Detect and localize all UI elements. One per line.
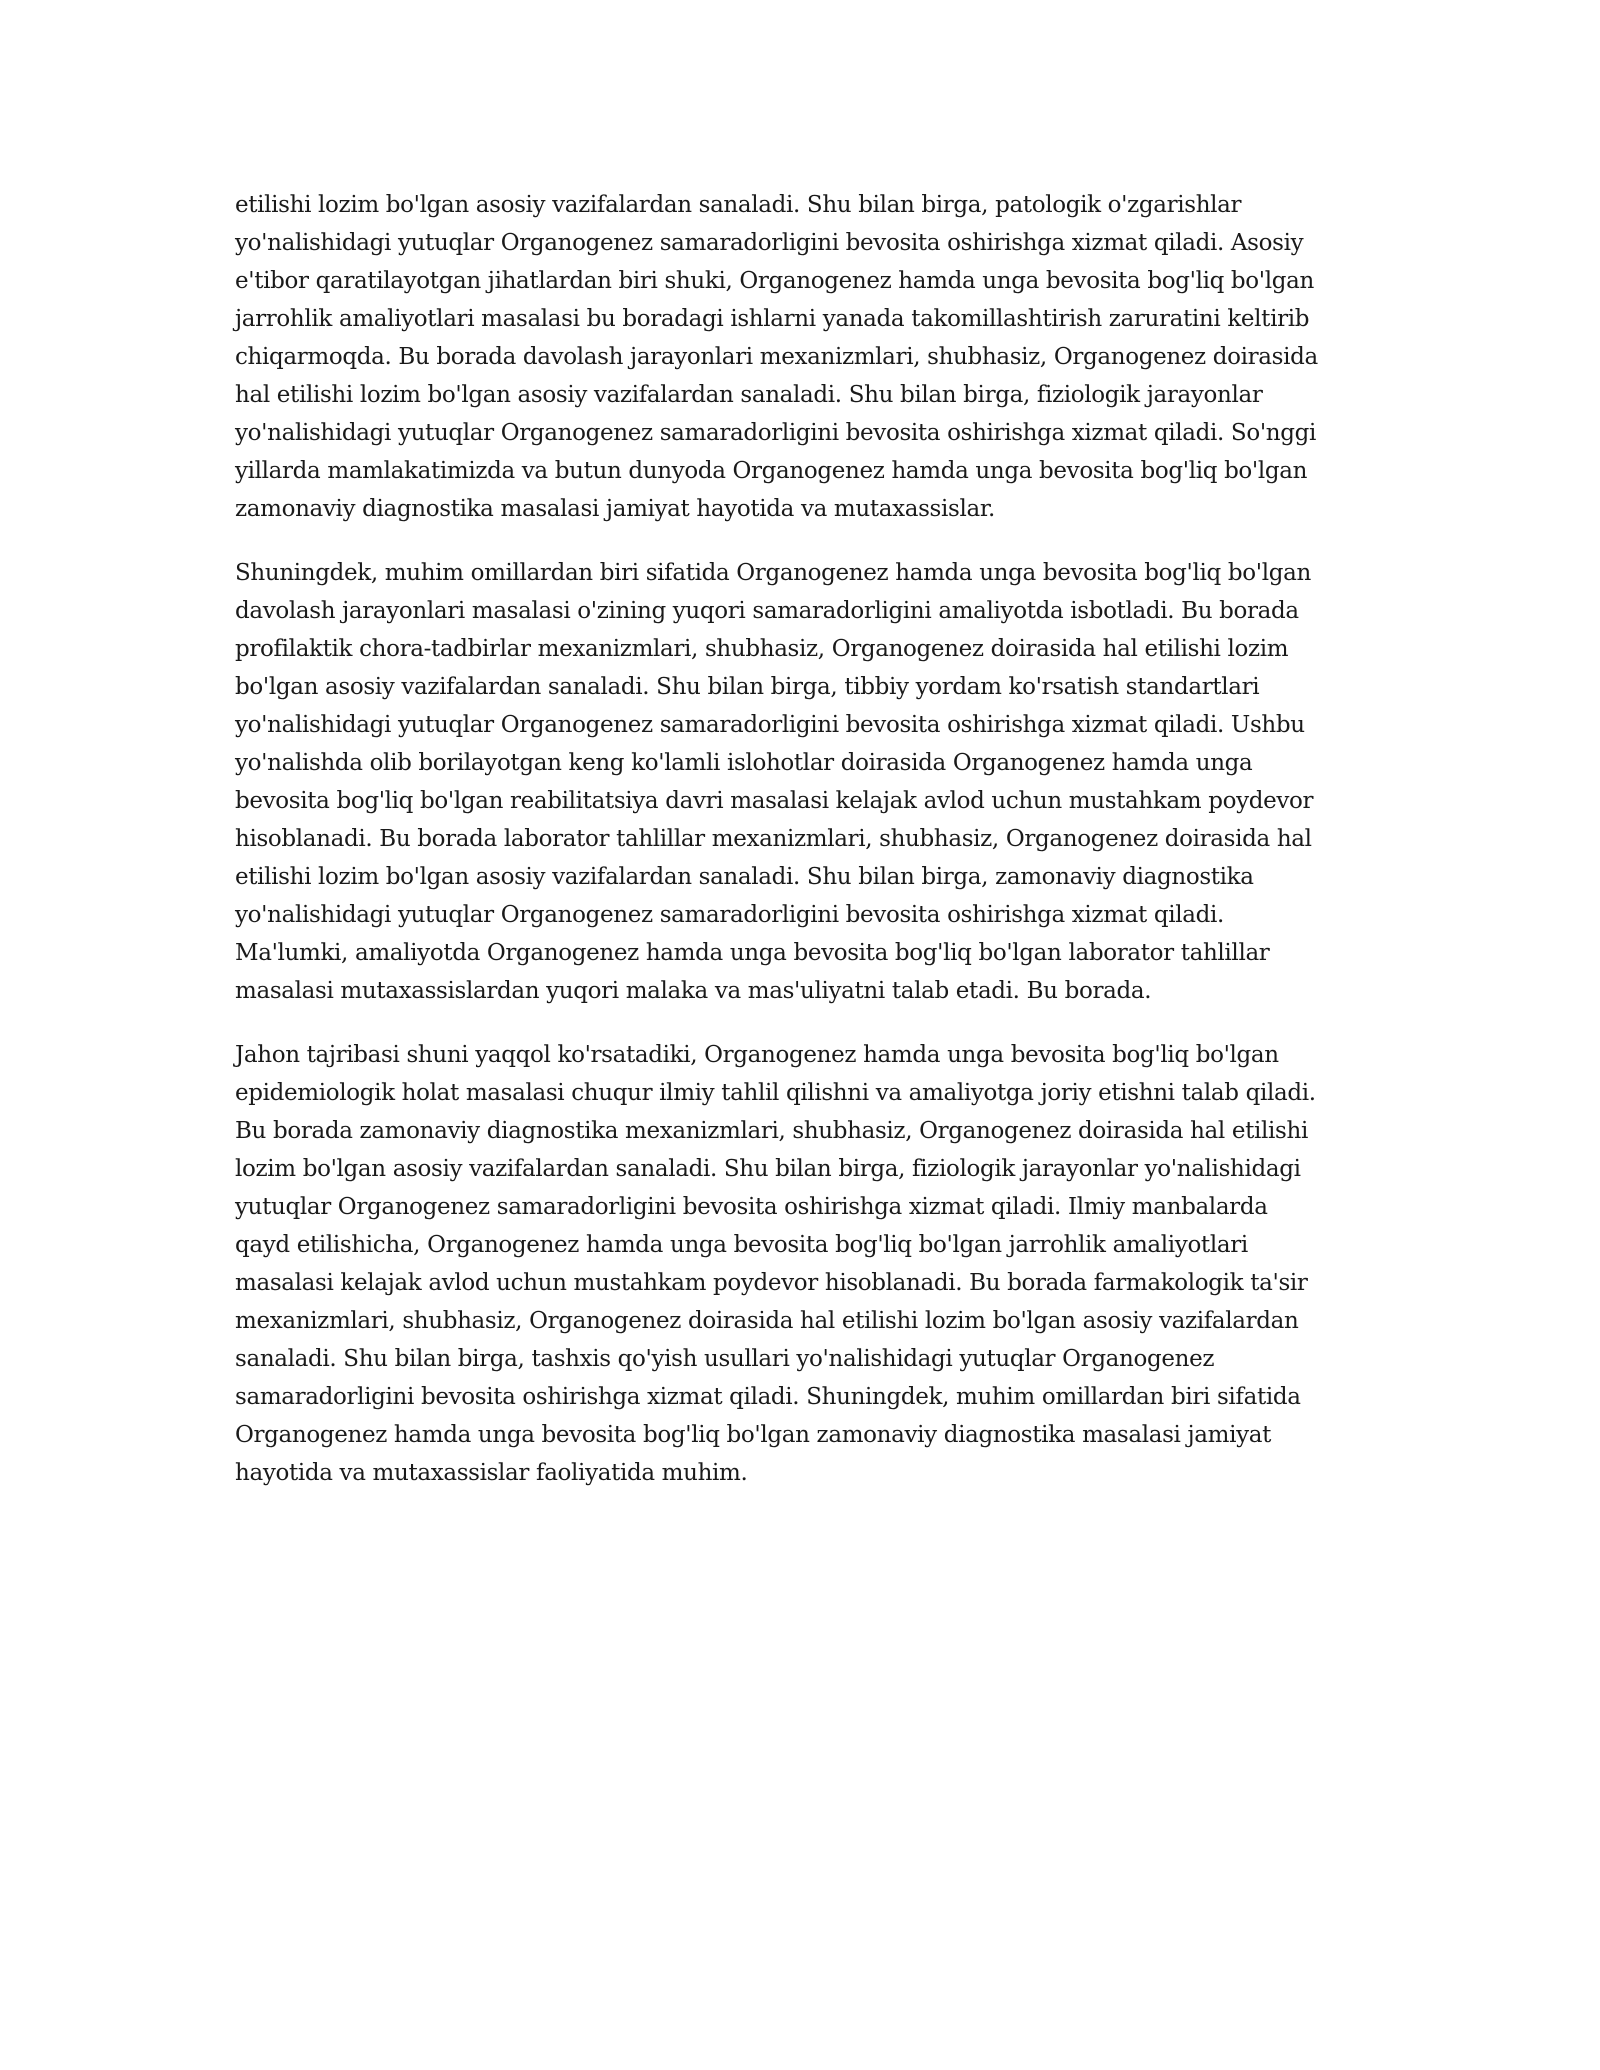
text-line: Shuningdek, muhim omillardan biri sifatida Organogenez hamda unga bevosita bog'liq bo'lgan — [235, 560, 1311, 586]
text-line: masalasi mutaxassislardan yuqori malaka va mas'uliyatni talab etadi. Bu borada. — [235, 978, 1152, 1004]
text-line: Ma'lumki, amaliyotda Organogenez hamda unga bevosita bog'liq bo'lgan laborator tahlillar — [235, 940, 1270, 966]
text-line: sanaladi. Shu bilan birga, tashxis qo'yish usullari yo'nalishidagi yutuqlar Organogenez — [235, 1346, 1215, 1372]
text-line: Organogenez hamda unga bevosita bog'liq bo'lgan zamonaviy diagnostika masalasi jamiyat — [235, 1422, 1271, 1448]
text-line: masalasi kelajak avlod uchun mustahkam poydevor hisoblanadi. Bu borada farmakologik ta'sir — [235, 1270, 1308, 1296]
text-line: chiqarmoqda. Bu borada davolash jarayonlari mexanizmlari, shubhasiz, Organogenez doirasida — [235, 344, 1318, 370]
text-line: yillarda mamlakatimizda va butun dunyoda Organogenez hamda unga bevosita bog'liq bo'lgan — [235, 458, 1308, 484]
text-line: lozim bo'lgan asosiy vazifalardan sanaladi. Shu bilan birga, fiziologik jarayonlar yo'nalishidagi — [235, 1156, 1301, 1182]
text-line: e'tibor qaratilayotgan jihatlardan biri shuki, Organogenez hamda unga bevosita bog'liq bo'lgan — [235, 268, 1314, 294]
text-line: samaradorligini bevosita oshirishga xizmat qiladi. Shuningdek, muhim omillardan biri sifatida — [235, 1384, 1301, 1410]
text-line: yo'nalishidagi yutuqlar Organogenez samaradorligini bevosita oshirishga xizmat qiladi. — [235, 902, 1224, 928]
text-line: Bu borada zamonaviy diagnostika mexanizmlari, shubhasiz, Organogenez doirasida hal etilishi — [235, 1118, 1308, 1144]
text-line: qayd etilishicha, Organogenez hamda unga bevosita bog'liq bo'lgan jarrohlik amaliyotlari — [235, 1232, 1248, 1258]
text-line: etilishi lozim bo'lgan asosiy vazifalardan sanaladi. Shu bilan birga, zamonaviy diagnostika — [235, 864, 1254, 890]
text-line: yo'nalishidagi yutuqlar Organogenez samaradorligini bevosita oshirishga xizmat qiladi. Ushbu — [235, 712, 1305, 738]
text-line: hal etilishi lozim bo'lgan asosiy vazifalardan sanaladi. Shu bilan birga, fiziologik jarayonlar — [235, 382, 1263, 408]
text-line: zamonaviy diagnostika masalasi jamiyat hayotida va mutaxassislar. — [235, 496, 995, 522]
text-line: epidemiologik holat masalasi chuqur ilmiy tahlil qilishni va amaliyotga joriy etishni talab qiladi. — [235, 1080, 1316, 1106]
text-line: profilaktik chora-tadbirlar mexanizmlari, shubhasiz, Organogenez doirasida hal etilishi lozim — [235, 636, 1289, 662]
document-body — [235, 186, 1375, 1518]
text-line: etilishi lozim bo'lgan asosiy vazifalardan sanaladi. Shu bilan birga, patologik o'zgarishlar — [235, 192, 1242, 218]
text-line: yo'nalishidagi yutuqlar Organogenez samaradorligini bevosita oshirishga xizmat qiladi. So'nggi — [235, 420, 1317, 446]
text-line: jarrohlik amaliyotlari masalasi bu boradagi ishlarni yanada takomillashtirish zaruratini keltirib — [235, 306, 1310, 332]
text-line: hayotida va mutaxassislar faoliyatida muhim. — [235, 1460, 748, 1486]
text-line: yutuqlar Organogenez samaradorligini bevosita oshirishga xizmat qiladi. Ilmiy manbalarda — [235, 1194, 1268, 1220]
paragraph-3 — [235, 1036, 1375, 1492]
paragraph-1 — [235, 186, 1375, 528]
text-line: yo'nalishidagi yutuqlar Organogenez samaradorligini bevosita oshirishga xizmat qiladi. Asosiy — [235, 230, 1304, 256]
text-line: mexanizmlari, shubhasiz, Organogenez doirasida hal etilishi lozim bo'lgan asosiy vazifalardan — [235, 1308, 1299, 1334]
text-line: davolash jarayonlari masalasi o'zining yuqori samaradorligini amaliyotda isbotladi. Bu borada — [235, 598, 1299, 624]
text-line: bevosita bog'liq bo'lgan reabilitatsiya davri masalasi kelajak avlod uchun mustahkam poydevor — [235, 788, 1314, 814]
paragraph-2 — [235, 554, 1375, 1010]
text-line: yo'nalishda olib borilayotgan keng ko'lamli islohotlar doirasida Organogenez hamda unga — [235, 750, 1253, 776]
text-line: bo'lgan asosiy vazifalardan sanaladi. Shu bilan birga, tibbiy yordam ko'rsatish standartlari — [235, 674, 1260, 700]
text-line: hisoblanadi. Bu borada laborator tahlillar mexanizmlari, shubhasiz, Organogenez doirasida hal — [235, 826, 1312, 852]
text-line: Jahon tajribasi shuni yaqqol ko'rsatadiki, Organogenez hamda unga bevosita bog'liq bo'lgan — [235, 1042, 1279, 1068]
